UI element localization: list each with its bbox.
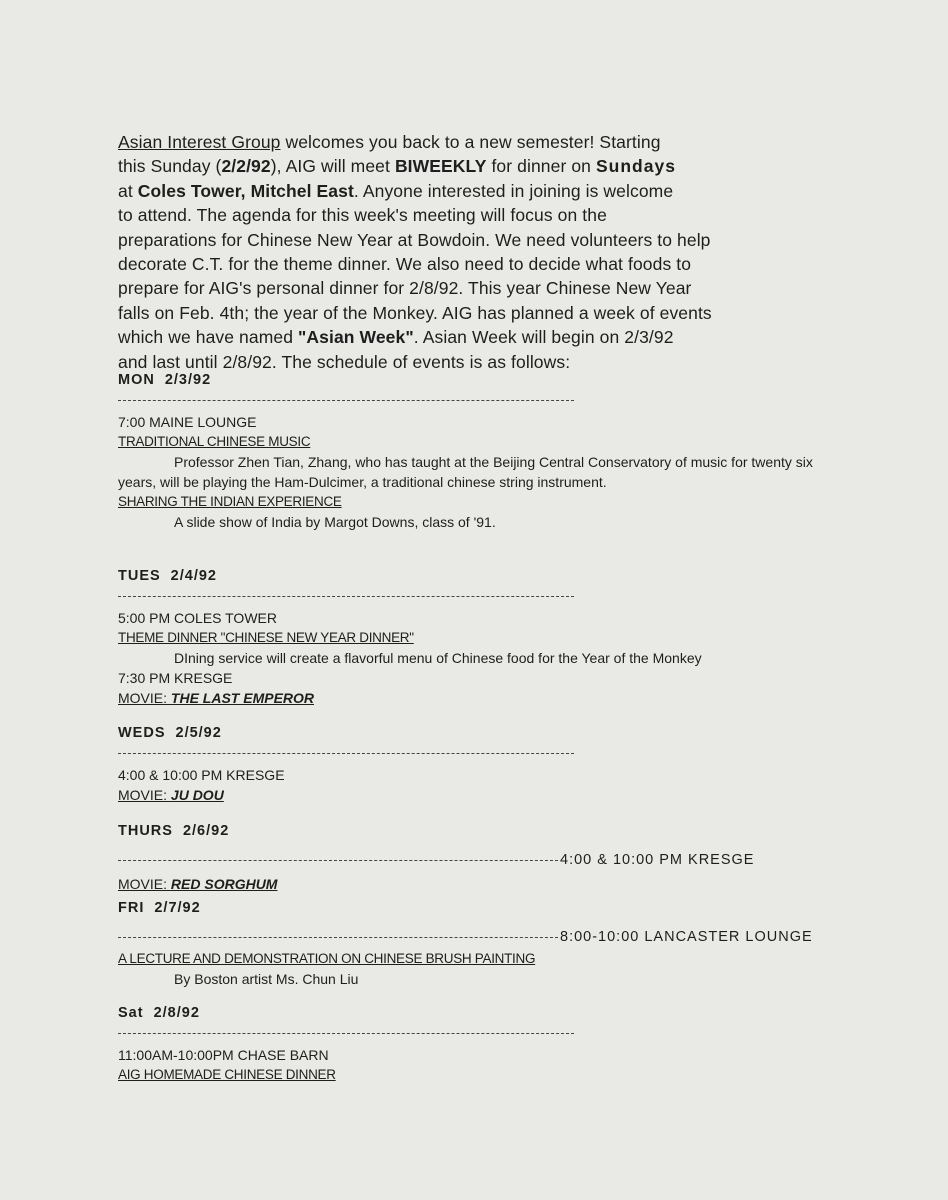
day-name: WEDS — [118, 725, 166, 741]
schedule-wednesday — [118, 723, 878, 805]
dashed-divider — [118, 937, 558, 938]
time-row — [118, 849, 878, 870]
intro-text: . Anyone interested in joining is welcome — [353, 180, 674, 201]
movie-name: RED SORGHUM — [170, 876, 278, 892]
start-date: 2/2/92 — [221, 156, 271, 177]
event-time: 4:00 & 10:00 PM KRESGE — [560, 852, 755, 868]
day-heading — [118, 566, 878, 586]
event-title: THEME DINNER "CHINESE NEW YEAR DINNER" — [118, 630, 414, 645]
event-description — [118, 452, 828, 492]
asian-week-name: "Asian Week" — [298, 327, 414, 348]
intro-text: for dinner on — [486, 156, 596, 177]
movie-title-line — [118, 874, 878, 894]
meeting-place: Coles Tower, Mitchel East — [137, 180, 354, 201]
intro-line-10: and last until 2/8/92. The schedule of events is as follows: — [118, 351, 571, 372]
event-title: AIG HOMEMADE CHINESE DINNER — [118, 1067, 336, 1082]
event-time: 7:30 PM KRESGE — [118, 670, 233, 686]
day-date: 2/6/92 — [182, 823, 230, 839]
movie-name: THE LAST EMPEROR — [170, 690, 315, 706]
movie-name: JU DOU — [170, 787, 224, 803]
day-name: THURS — [118, 823, 173, 839]
schedule-monday — [118, 370, 878, 532]
sundays-text: Sundays — [595, 156, 676, 177]
movie-prefix: MOVIE: — [118, 787, 171, 803]
intro-text: which we have named — [118, 327, 299, 348]
intro-line-7: prepare for AIG's personal dinner for 2/8/92. This year Chinese New Year — [118, 278, 692, 299]
event-time: 11:00AM-10:00PM CHASE BARN — [118, 1047, 329, 1063]
day-heading — [118, 370, 878, 390]
day-date: 2/8/92 — [153, 1005, 200, 1021]
event-description: By Boston artist Ms. Chun Liu — [174, 971, 359, 987]
day-date: 2/3/92 — [164, 372, 212, 388]
intro-line-2 — [118, 154, 868, 178]
event-description: A slide show of India by Margot Downs, class of '91. — [174, 514, 496, 530]
event-time: 7:00 MAINE LOUNGE — [118, 414, 257, 430]
intro-text: at — [118, 180, 138, 201]
dashed-divider — [118, 753, 574, 754]
event-time: 4:00 & 10:00 PM KRESGE — [118, 767, 285, 783]
intro-text: ), AIG will meet — [270, 156, 395, 177]
movie-prefix: MOVIE: — [118, 690, 171, 706]
dashed-divider — [118, 400, 574, 401]
schedule-tuesday — [118, 566, 878, 708]
day-heading — [118, 1003, 878, 1023]
intro-text: this Sunday ( — [118, 156, 222, 177]
intro-line-4: to attend. The agenda for this week's meeting will focus on the — [118, 205, 607, 226]
schedule-thursday — [118, 821, 878, 894]
event-title: A LECTURE AND DEMONSTRATION ON CHINESE BRUSH PAINTING — [118, 951, 536, 966]
intro-line-6: decorate C.T. for the theme dinner. We also need to decide what foods to — [118, 254, 692, 275]
day-heading — [118, 821, 878, 841]
group-name: Asian Interest Group — [118, 132, 281, 152]
event-description-text: Professor Zhen Tian, Zhang, who has taught at the Beijing Central Conservatory of music for twenty six years, will be playing the Ham-Dulcimer, a traditional chinese string instrument. — [118, 454, 813, 490]
event-time: 8:00-10:00 LANCASTER LOUNGE — [560, 929, 813, 945]
intro-line-1 — [118, 130, 868, 154]
movie-prefix: MOVIE: — [118, 876, 171, 892]
day-date: 2/5/92 — [175, 725, 222, 741]
day-heading — [118, 723, 878, 743]
movie-title-line — [118, 688, 878, 708]
movie-title-line — [118, 785, 878, 805]
day-name: TUES — [118, 568, 161, 584]
day-name: FRI — [118, 900, 145, 916]
biweekly-text: BIWEEKLY — [394, 156, 487, 177]
intro-text: welcomes you back to a new semester! Starting — [280, 132, 661, 152]
schedule-friday — [118, 898, 878, 989]
time-row — [118, 926, 878, 947]
day-name: MON — [118, 372, 155, 388]
intro-text: . Asian Week will begin on 2/3/92 — [413, 327, 674, 348]
dashed-divider — [118, 860, 558, 861]
dashed-divider — [118, 596, 574, 597]
schedule-saturday — [118, 1003, 878, 1085]
intro-line-9 — [118, 325, 868, 349]
event-title: SHARING THE INDIAN EXPERIENCE — [118, 494, 342, 509]
intro-line-3 — [118, 179, 868, 203]
day-date: 2/7/92 — [154, 900, 201, 916]
event-description: DIning service will create a flavorful menu of Chinese food for the Year of the Monkey — [174, 650, 702, 666]
day-heading — [118, 898, 878, 918]
dashed-divider — [118, 1033, 574, 1034]
day-date: 2/4/92 — [170, 568, 217, 584]
intro-line-5: preparations for Chinese New Year at Bowdoin. We need volunteers to help — [118, 229, 711, 250]
event-time: 5:00 PM COLES TOWER — [118, 610, 277, 626]
day-name: Sat — [118, 1005, 144, 1021]
intro-paragraph — [118, 130, 868, 374]
event-title: TRADITIONAL CHINESE MUSIC — [118, 434, 311, 449]
intro-line-8: falls on Feb. 4th; the year of the Monkey. AIG has planned a week of events — [118, 302, 712, 323]
